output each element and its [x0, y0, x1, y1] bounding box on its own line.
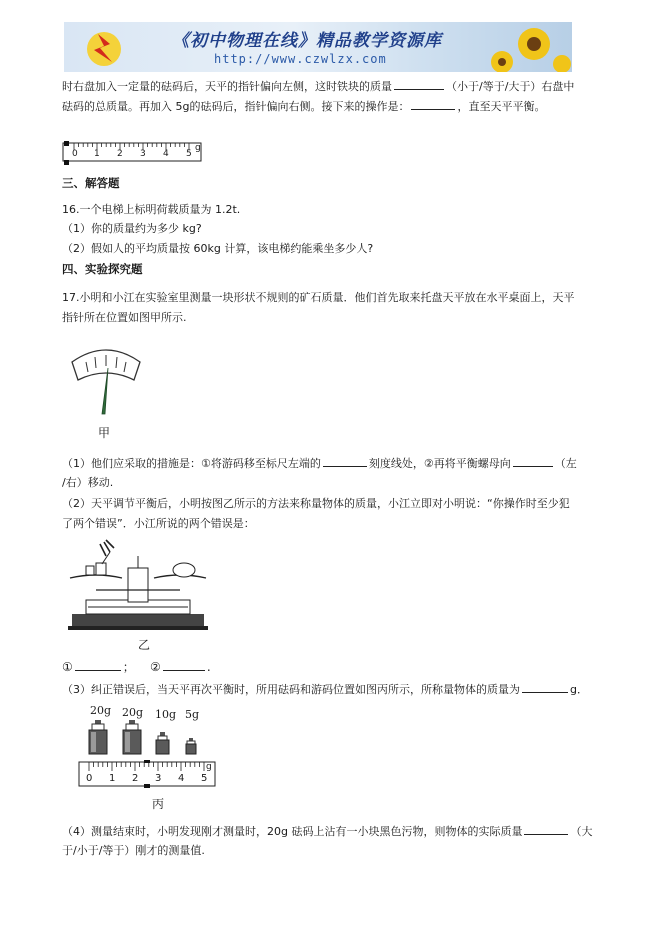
section-3-heading: 三、解答题: [62, 176, 120, 190]
section-4-heading: 四、实验探究题: [62, 262, 143, 276]
ruler-2-tick-3: 3: [155, 773, 162, 784]
q17-part4-line1: [62, 824, 592, 839]
answer-end: .: [206, 660, 211, 674]
q17-part1-text-c: （左: [554, 457, 577, 470]
ruler-1-tick-5: 5: [186, 149, 192, 159]
q17-blank-mass: [522, 682, 568, 693]
q17-part1-text-a: （1）他们应采取的措施是：①将游码移至标尺左端的: [62, 457, 321, 470]
q15-line2-text-a: 砝码的总质量。再加入 5g的砝码后，指针偏向右侧。接下来的操作是：: [62, 100, 410, 113]
ruler-1-tick-0: 0: [72, 149, 78, 159]
q15-line1: [62, 79, 574, 94]
q17-part4-line2: 于/小于/等于）刚才的测量值.: [62, 844, 205, 857]
ruler-1-tick-2: 2: [117, 149, 123, 159]
banner-url: http://www.czwlzx.com: [214, 52, 387, 66]
q17-blank-actual-mass: [524, 824, 568, 835]
ruler-2-tick-1: 1: [109, 773, 116, 784]
q17-part1-text-b: 刻度线处，②再将平衡螺母向: [368, 457, 511, 470]
answer-marker-2: ②: [150, 660, 161, 674]
q15-line1-text-b: （小于/等于/大于）右盘中: [446, 80, 575, 93]
figure-bing-caption: 丙: [152, 797, 165, 811]
q17-part2-answer-line: [62, 660, 211, 674]
weight-20g-a-icon: [89, 720, 107, 754]
ruler-1-tick-4: 4: [163, 149, 169, 159]
header-banner: [64, 22, 572, 72]
ruler-2-tick-2: 2: [132, 773, 139, 784]
q17-blank-zero-mark: [323, 456, 367, 467]
q17-answer-blank-2: [163, 660, 205, 671]
q15-line2: [62, 99, 545, 114]
q17-part1-line2: /右）移动.: [62, 476, 114, 489]
q17-part3-line: [62, 682, 588, 697]
ruler-1-unit: g: [195, 143, 201, 153]
ruler-2-unit: g: [206, 762, 212, 772]
answer-marker-1: ①: [62, 660, 73, 674]
q17-stem-line1: 17.小明和小江在实验室里测量一块形状不规则的矿石质量．他们首先取来托盘天平放在水平桌面上，天平: [62, 291, 575, 304]
banner-title: 《初中物理在线》精品教学资源库: [172, 31, 442, 51]
figure-yi-balance: [66, 538, 210, 634]
q15-line1-text-a: 时右盘加入一定量的砝码后，天平的指针偏向左侧，这时铁块的质量: [62, 80, 392, 93]
q16-stem: 16.一个电梯上标明荷载质量为 1.2t.: [62, 203, 241, 216]
pointer-needle: [102, 368, 108, 414]
q16-part1: （1）你的质量约为多少 kg?: [62, 222, 202, 235]
q17-blank-direction: [513, 456, 553, 467]
ruler-2-tick-4: 4: [178, 773, 185, 784]
weight-label-20g-a: 20g: [90, 704, 112, 717]
weight-5g-icon: [186, 738, 196, 754]
ruler-1-tick-1: 1: [94, 149, 100, 159]
figure-bing-weights: [86, 720, 206, 758]
q17-answer-blank-1: [75, 660, 121, 671]
q16-part2: （2）假如人的平均质量按 60kg 计算，该电梯约能乘坐多少人?: [62, 242, 374, 255]
q17-part3-text-b: g．: [570, 683, 588, 696]
weight-label-10g: 10g: [155, 708, 177, 721]
q15-blank-2: [411, 99, 455, 110]
weight-10g-icon: [156, 732, 169, 754]
figure-jia-pointer-dial: [68, 344, 144, 420]
ruler-1-tick-3: 3: [140, 149, 146, 159]
q15-blank-1: [394, 79, 444, 90]
q15-line2-text-b: ，直至天平平衡。: [457, 100, 546, 113]
q17-part1-line1: [62, 456, 577, 471]
ruler-2-tick-5: 5: [201, 773, 208, 784]
ruler-2-labels: [78, 760, 218, 790]
q17-part3-text-a: （3）纠正错误后，当天平再次平衡时，所用砝码和游码位置如图丙所示，所称量物体的质量为: [62, 683, 520, 696]
q17-part2-line2: 了两个错误”．小江所说的两个错误是：: [62, 517, 255, 530]
ruler-2-tick-0: 0: [86, 773, 93, 784]
answer-separator: ；: [122, 660, 135, 674]
weight-20g-b-icon: [123, 720, 141, 754]
ruler-1-labels: [62, 141, 204, 167]
q17-part2-line1: （2）天平调节平衡后，小明按图乙所示的方法来称量物体的质量，小江立即对小明说：“你操作时至少犯: [62, 497, 570, 510]
weight-label-20g-b: 20g: [122, 706, 144, 719]
q17-stem-line2: 指针所在位置如图甲所示.: [62, 311, 187, 324]
figure-jia-caption: 甲: [98, 426, 111, 440]
q17-part4-text-b: （大: [570, 825, 593, 838]
weight-label-5g: 5g: [185, 708, 200, 721]
figure-yi-caption: 乙: [138, 638, 151, 652]
q17-part4-text-a: （4）测量结束时，小明发现刚才测量时，20g 砝码上沾有一小块黑色污物，则物体的实际质量: [62, 825, 523, 838]
